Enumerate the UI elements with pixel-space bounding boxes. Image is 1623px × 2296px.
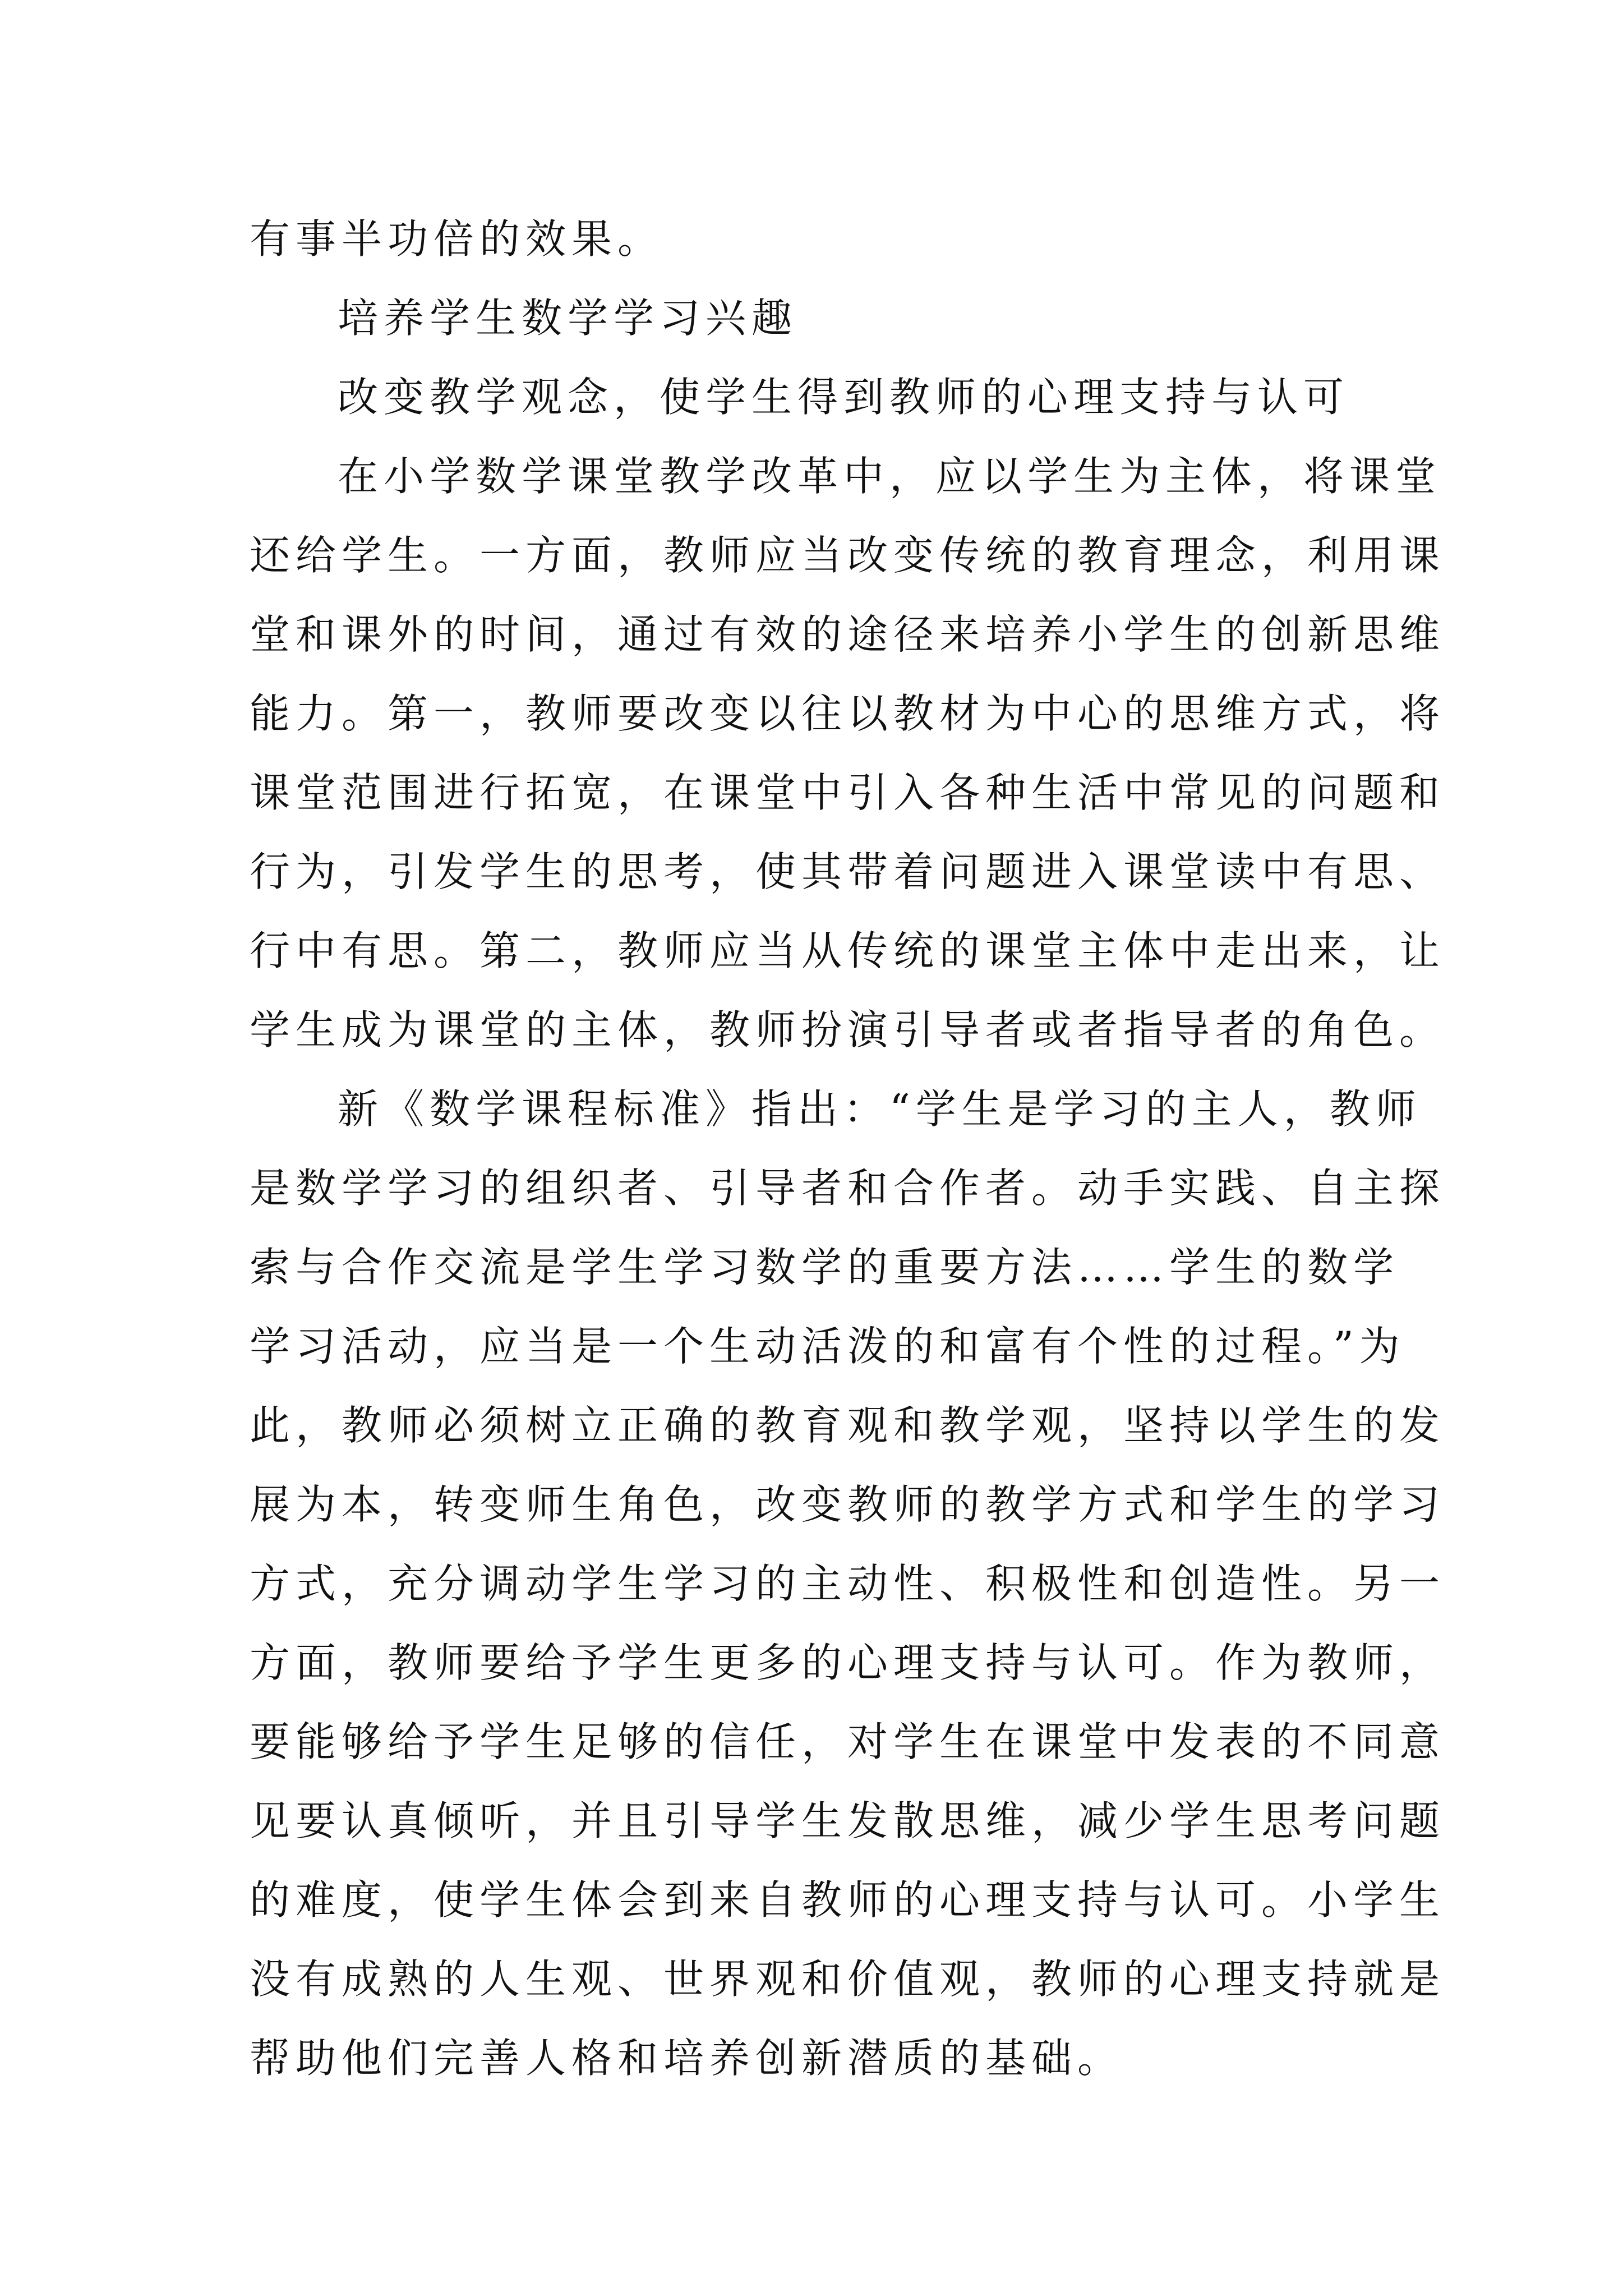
text-line: 有事半功倍的效果。 xyxy=(250,215,664,263)
text-line: 没有成熟的人生观、世界观和价值观，教师的心理支持就是 xyxy=(250,1955,1446,2003)
text-line: 能力。第一，教师要改变以往以教材为中心的思维方式，将 xyxy=(250,690,1446,737)
text-line: 学生成为课堂的主体，教师扮演引导者或者指导者的角色。 xyxy=(250,1006,1446,1053)
text-line: 在小学数学课堂教学改革中，应以学生为主体，将课堂 xyxy=(338,453,1442,500)
text-line: 是数学学习的组织者、引导者和合作者。动手实践、自主探 xyxy=(250,1165,1446,1212)
text-line: 见要认真倾听，并且引导学生发散思维，减少学生思考问题 xyxy=(250,1797,1446,1844)
text-line: 新《数学课程标准》指出：“学生是学习的主人，教师 xyxy=(338,1085,1422,1133)
text-line: 的难度，使学生体会到来自教师的心理支持与认可。小学生 xyxy=(250,1876,1446,1924)
text-line: 索与合作交流是学生学习数学的重要方法……学生的数学 xyxy=(250,1244,1400,1291)
text-line: 行为，引发学生的思考，使其带着问题进入课堂读中有思、 xyxy=(250,848,1446,895)
text-line: 行中有思。第二，教师应当从传统的课堂主体中走出来，让 xyxy=(250,927,1446,974)
subsection-heading: 改变教学观念，使学生得到教师的心理支持与认可 xyxy=(338,374,1350,421)
text-line: 此，教师必须树立正确的教育观和教学观，坚持以学生的发 xyxy=(250,1402,1446,1449)
section-heading: 培养学生数学学习兴趣 xyxy=(338,295,798,342)
text-line: 堂和课外的时间，通过有效的途径来培养小学生的创新思维 xyxy=(250,611,1446,658)
text-line: 还给学生。一方面，教师应当改变传统的教育理念，利用课 xyxy=(250,532,1446,579)
text-line: 方式，充分调动学生学习的主动性、积极性和创造性。另一 xyxy=(250,1560,1446,1607)
text-line: 展为本，转变师生角色，改变教师的教学方式和学生的学习 xyxy=(250,1481,1446,1528)
document-body xyxy=(250,200,1446,2098)
text-line: 方面，教师要给予学生更多的心理支持与认可。作为教师， xyxy=(250,1639,1446,1686)
text-line: 要能够给予学生足够的信任，对学生在课堂中发表的不同意 xyxy=(250,1718,1446,1765)
text-line: 帮助他们完善人格和培养创新潜质的基础。 xyxy=(250,2035,1124,2082)
text-line: 学习活动，应当是一个生动活泼的和富有个性的过程。”为 xyxy=(250,1323,1405,1370)
text-line: 课堂范围进行拓宽，在课堂中引入各种生活中常见的问题和 xyxy=(250,769,1446,816)
